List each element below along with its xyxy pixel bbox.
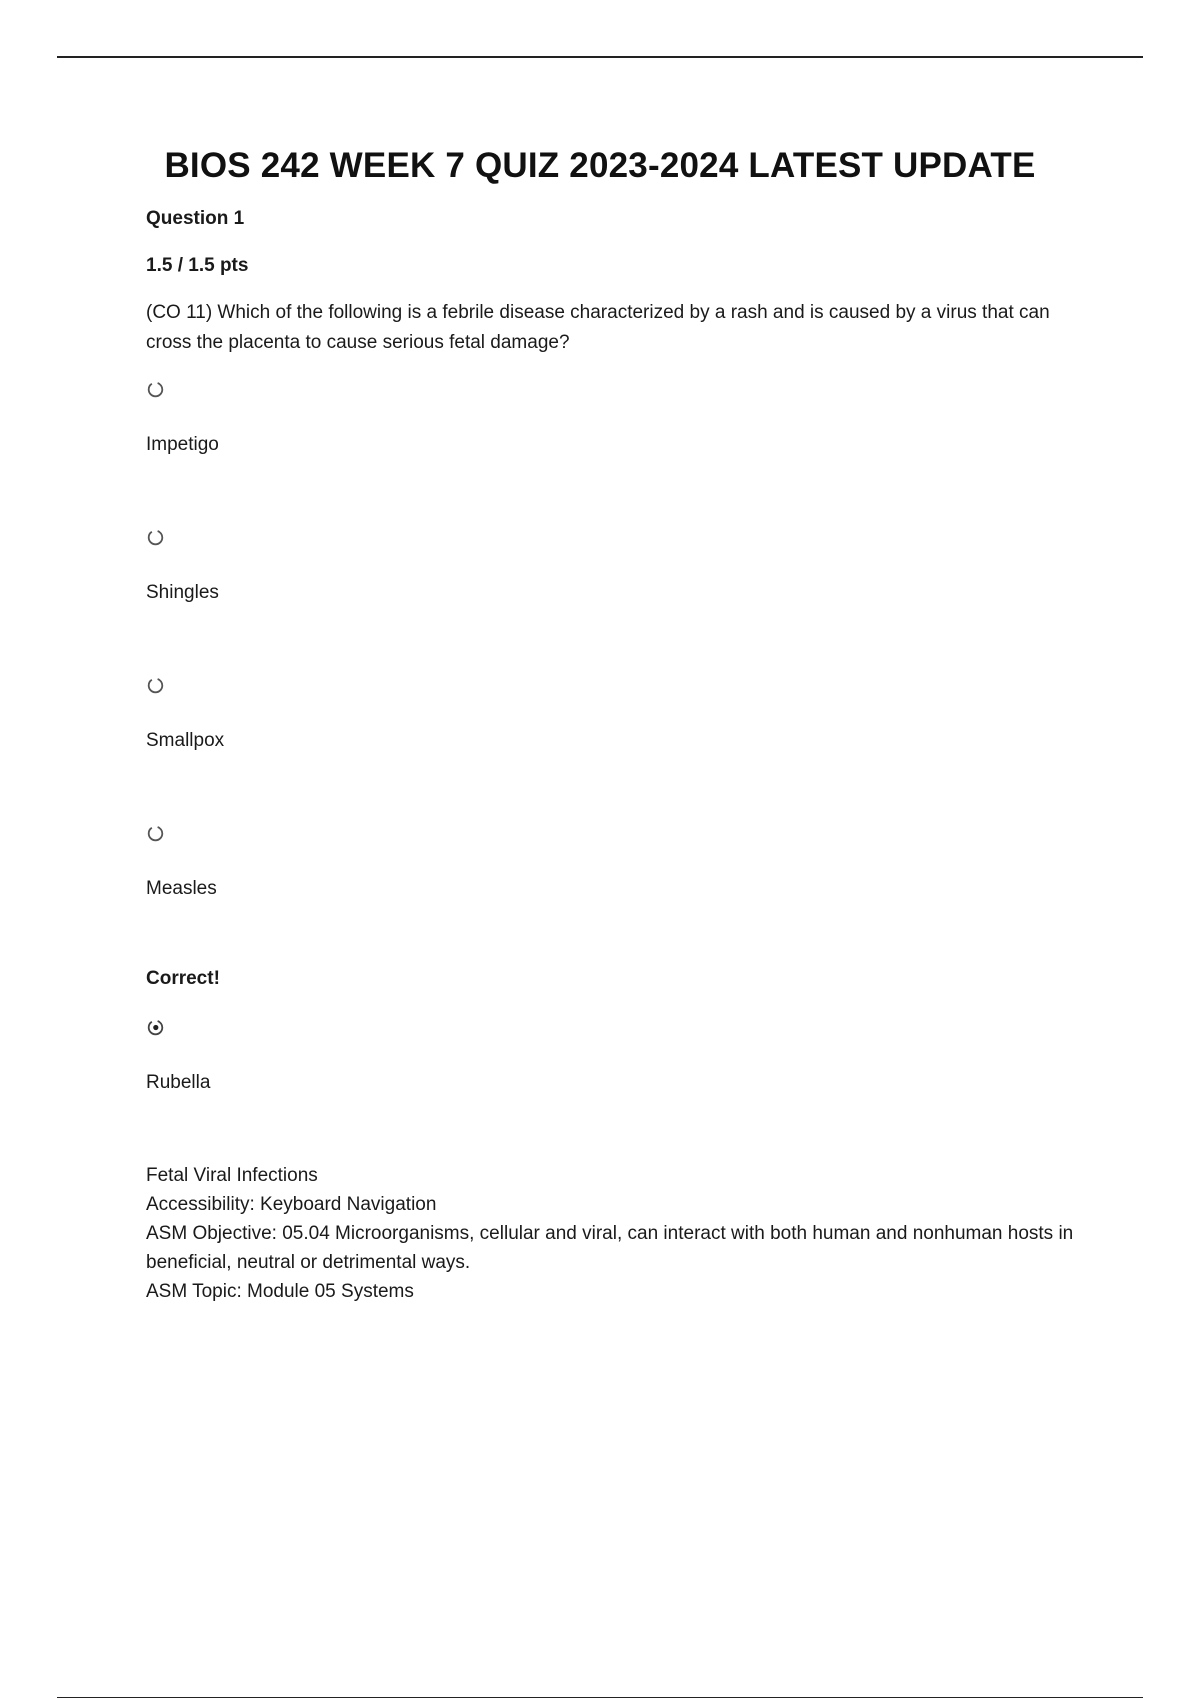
option-label-2: Shingles bbox=[146, 582, 219, 603]
radio-option-1-icon[interactable] bbox=[147, 381, 164, 398]
meta-topic: Fetal Viral Infections bbox=[146, 1165, 318, 1186]
question-number: Question 1 bbox=[146, 208, 245, 229]
option-label-4: Measles bbox=[146, 878, 217, 899]
option-label-1: Impetigo bbox=[146, 434, 219, 455]
option-label-5: Rubella bbox=[146, 1072, 211, 1093]
question-text: (CO 11) Which of the following is a febrile disease characterized by a rash and is caused by a virus that can cross the placenta to cause serious fetal damage? bbox=[146, 302, 1050, 353]
top-rule bbox=[57, 56, 1143, 58]
page-title: BIOS 242 WEEK 7 QUIZ 2023-2024 LATEST UPDATE bbox=[164, 146, 1036, 185]
radio-option-2-icon[interactable] bbox=[147, 529, 164, 546]
bottom-rule bbox=[57, 1697, 1143, 1698]
meta-objective: ASM Objective: 05.04 Microorganisms, cellular and viral, can interact with both human and nonhuman hosts in beneficial, neutral or detrimental ways. bbox=[146, 1223, 1074, 1273]
radio-option-4-icon[interactable] bbox=[147, 825, 164, 842]
question-metadata bbox=[146, 1161, 1086, 1306]
option-label-3: Smallpox bbox=[146, 730, 225, 751]
correct-label: Correct! bbox=[146, 968, 220, 989]
question-points: 1.5 / 1.5 pts bbox=[146, 255, 249, 276]
meta-asm-topic: ASM Topic: Module 05 Systems bbox=[146, 1281, 414, 1302]
radio-option-3-icon[interactable] bbox=[147, 677, 164, 694]
meta-accessibility: Accessibility: Keyboard Navigation bbox=[146, 1194, 437, 1215]
radio-option-5-selected-icon[interactable] bbox=[147, 1019, 164, 1036]
